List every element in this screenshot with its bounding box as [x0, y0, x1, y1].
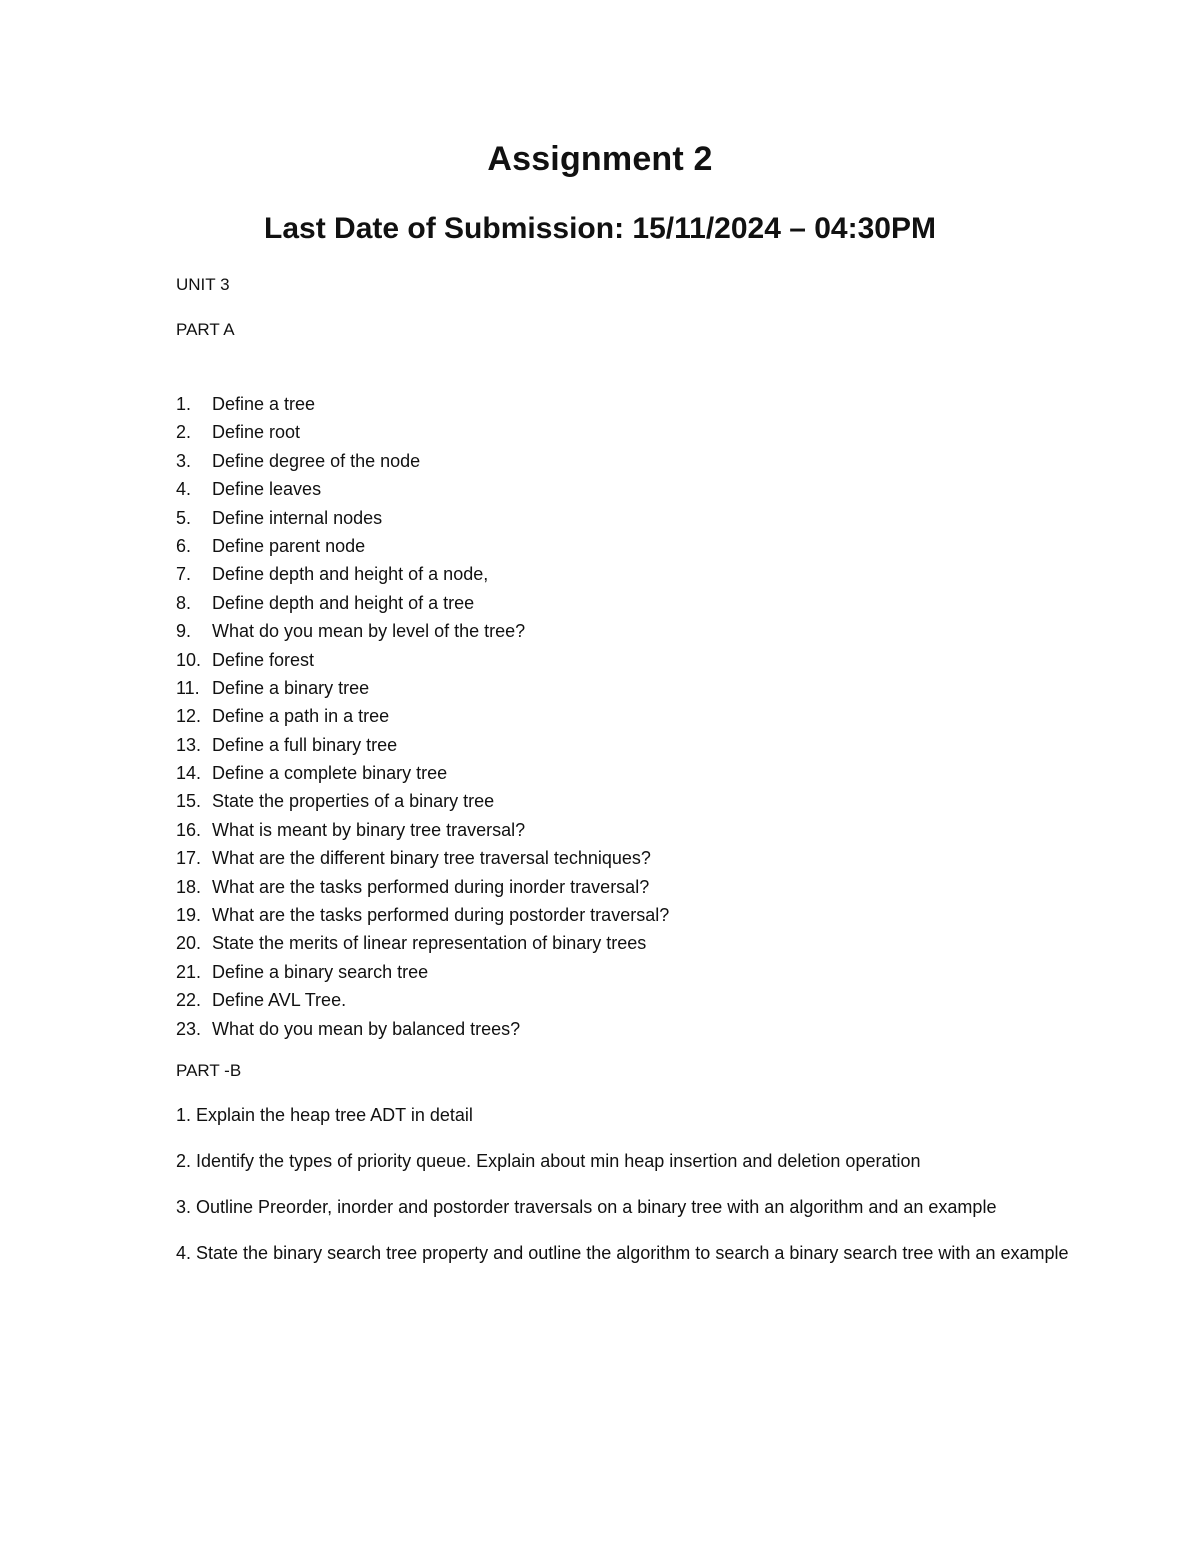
part-a-question — [176, 986, 669, 1014]
question-number: 22. — [176, 990, 202, 1011]
part-a-question — [176, 759, 669, 787]
question-text: Define AVL Tree. — [212, 990, 347, 1011]
question-number: 23. — [176, 1018, 202, 1039]
question-text: Define a tree — [212, 394, 316, 414]
part-a-question — [176, 504, 669, 532]
question-text: State the merits of linear representation of binary trees — [212, 933, 647, 954]
part-a-question — [176, 702, 669, 730]
question-number: 1. — [176, 394, 192, 414]
question-number: 21. — [176, 961, 202, 982]
part-a-question — [176, 873, 669, 901]
part-a-question — [176, 418, 669, 446]
question-number: 15. — [176, 791, 202, 812]
part-a-question — [176, 958, 669, 986]
question-text: Define a complete binary tree — [212, 763, 448, 784]
question-text: Define a path in a tree — [212, 706, 390, 727]
question-number: 2. — [176, 422, 192, 443]
question-text: Define a full binary tree — [212, 734, 398, 755]
part-a-question — [176, 674, 669, 702]
question-text: State the properties of a binary tree — [212, 791, 495, 812]
unit-label: UNIT 3 — [176, 275, 230, 294]
part-b-question: 1. Explain the heap tree ADT in detail — [176, 1105, 473, 1125]
part-a-question — [176, 617, 669, 645]
question-number: 14. — [176, 763, 202, 784]
part-a-question — [176, 1015, 669, 1043]
part-b-question: 2. Identify the types of priority queue. Explain about min heap insertion and deletion operation — [176, 1151, 921, 1171]
part-b-label: PART -B — [176, 1061, 242, 1080]
question-text: Define internal nodes — [212, 507, 383, 528]
question-number: 8. — [176, 592, 192, 613]
question-text: What do you mean by balanced trees? — [212, 1018, 521, 1039]
part-a-question — [176, 475, 669, 503]
question-number: 6. — [176, 535, 192, 556]
question-number: 4. — [176, 479, 192, 500]
question-number: 17. — [176, 848, 202, 869]
question-number: 11. — [176, 677, 200, 698]
question-number: 7. — [176, 564, 192, 585]
part-a-question — [176, 816, 669, 844]
question-text: What are the different binary tree traversal techniques? — [212, 848, 651, 869]
question-number: 3. — [176, 450, 192, 471]
question-number: 13. — [176, 734, 202, 755]
question-number: 5. — [176, 507, 192, 528]
question-number: 12. — [176, 706, 202, 727]
submission-deadline: Last Date of Submission: 15/11/2024 – 04:30PM — [264, 212, 936, 245]
part-a-question — [176, 447, 669, 475]
part-a-question — [176, 589, 669, 617]
part-a-question — [176, 929, 669, 957]
part-a-question — [176, 901, 669, 929]
part-a-question-list — [176, 390, 669, 1043]
question-text: What do you mean by level of the tree? — [212, 621, 526, 642]
question-number: 18. — [176, 876, 202, 897]
question-text: Define a binary tree — [212, 677, 370, 698]
question-text: Define parent node — [212, 535, 366, 556]
question-number: 19. — [176, 905, 202, 926]
question-number: 10. — [176, 649, 202, 670]
question-text: Define a binary search tree — [212, 961, 429, 982]
part-b-question-list — [176, 1102, 1106, 1286]
question-text: Define degree of the node — [212, 450, 421, 471]
question-number: 9. — [176, 621, 192, 642]
part-a-question — [176, 787, 669, 815]
question-text: Define forest — [212, 649, 315, 670]
question-text: Define depth and height of a node, — [212, 564, 489, 585]
question-number: 16. — [176, 819, 202, 840]
part-a-question — [176, 560, 669, 588]
question-text: What are the tasks performed during postorder traversal? — [212, 905, 670, 926]
question-text: Define root — [212, 422, 301, 443]
part-b-question: 4. State the binary search tree property and outline the algorithm to search a binary search tree with an example — [176, 1243, 1069, 1263]
part-a-label: PART A — [176, 320, 235, 339]
part-a-question — [176, 844, 669, 872]
document-title: Assignment 2 — [487, 140, 713, 178]
part-b-question: 3. Outline Preorder, inorder and postorder traversals on a binary tree with an algorithm and an example — [176, 1197, 997, 1217]
question-text: Define leaves — [212, 479, 322, 500]
part-a-question — [176, 390, 669, 418]
part-a-question — [176, 731, 669, 759]
part-a-question — [176, 532, 669, 560]
question-text: What is meant by binary tree traversal? — [212, 819, 526, 840]
question-number: 20. — [176, 933, 202, 954]
part-a-question — [176, 646, 669, 674]
question-text: What are the tasks performed during inorder traversal? — [212, 876, 650, 897]
question-text: Define depth and height of a tree — [212, 592, 475, 613]
